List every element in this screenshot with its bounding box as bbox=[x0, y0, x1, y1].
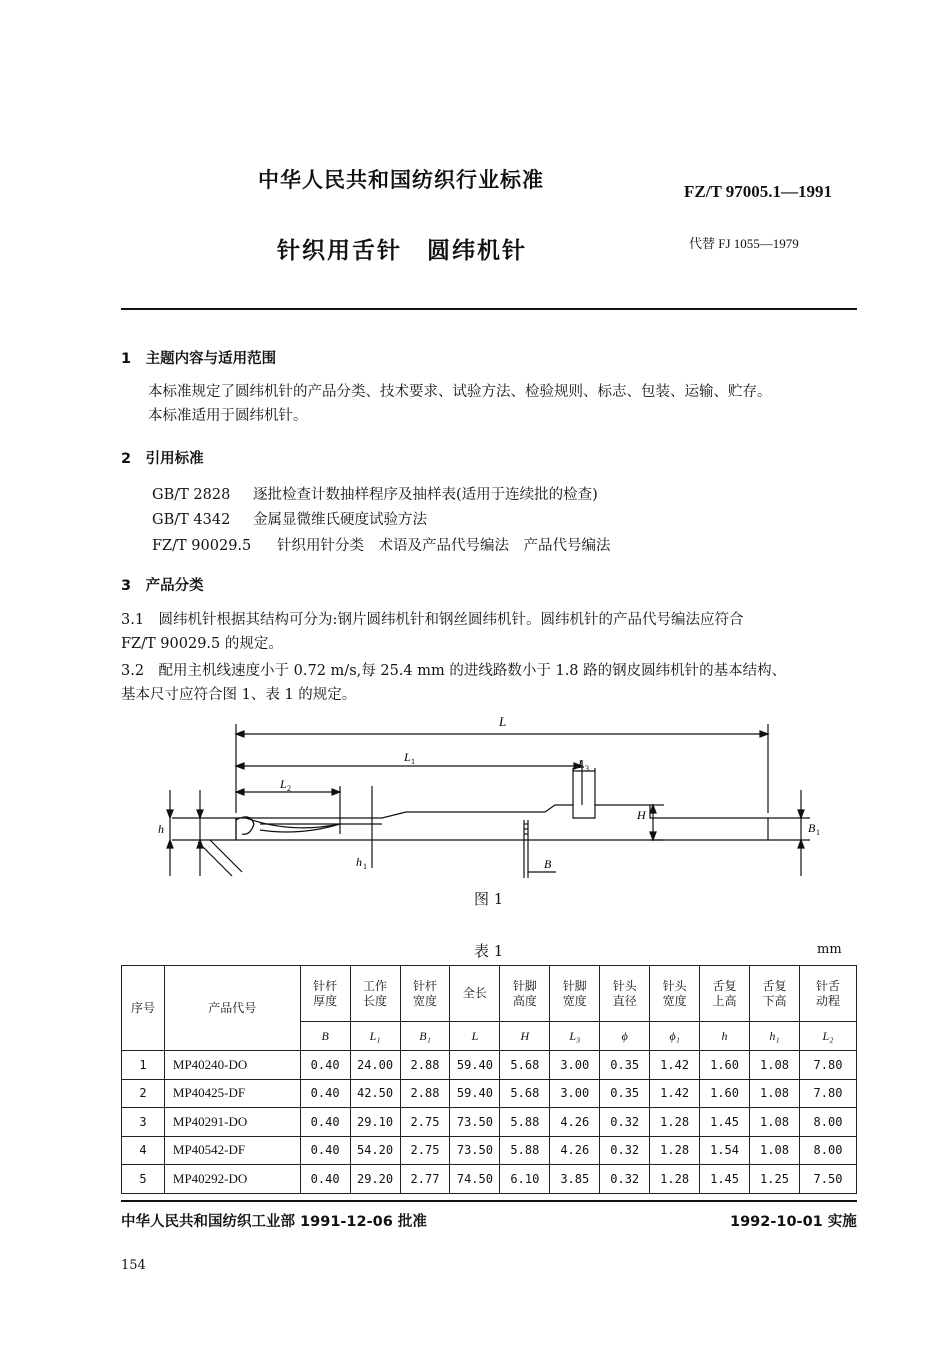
col-header: 针杆 厚度 bbox=[300, 966, 350, 1022]
table-cell: 0.40 bbox=[300, 1051, 350, 1080]
table-cell: 1 bbox=[122, 1051, 165, 1080]
col-symbol: ϕ₁ bbox=[650, 1022, 700, 1051]
col-symbol: h bbox=[700, 1022, 750, 1051]
table-cell: 5.88 bbox=[500, 1108, 550, 1137]
standard-org: 中华人民共和国纺织行业标准 bbox=[258, 168, 544, 192]
approval-note: 中华人民共和国纺织工业部 1991-12-06 批准 bbox=[121, 1214, 427, 1230]
fig-label-h: h bbox=[158, 822, 164, 836]
table-cell: 4.26 bbox=[550, 1136, 600, 1165]
table-cell: 4.26 bbox=[550, 1108, 600, 1137]
col-seq-header: 序号 bbox=[122, 966, 165, 1051]
table-cell: 7.80 bbox=[799, 1079, 856, 1108]
section-2-heading: 2 引用标准 bbox=[121, 451, 204, 467]
figure-caption: 图 1 bbox=[474, 890, 504, 908]
section-3-2-line1: 3.2 配用主机线速度小于 0.72 m/s,每 25.4 mm 的进线路数小于 1.8 路的钢皮圆纬机针的基本结构、 bbox=[121, 663, 787, 679]
table-cell: MP40240-DO bbox=[164, 1051, 300, 1080]
table-cell: 1.25 bbox=[750, 1165, 800, 1194]
table-cell: 1.45 bbox=[700, 1108, 750, 1137]
table-cell: 6.10 bbox=[500, 1165, 550, 1194]
col-symbol: B₁ bbox=[400, 1022, 450, 1051]
table-cell: 3.00 bbox=[550, 1079, 600, 1108]
col-symbol: h₁ bbox=[750, 1022, 800, 1051]
table-cell: 3.85 bbox=[550, 1165, 600, 1194]
needle-figure bbox=[150, 708, 830, 888]
table-cell: 29.20 bbox=[350, 1165, 400, 1194]
page-number: 154 bbox=[121, 1258, 146, 1273]
table-cell: 0.35 bbox=[600, 1079, 650, 1108]
table-cell: 1.08 bbox=[750, 1079, 800, 1108]
table-unit: mm bbox=[817, 942, 842, 957]
fig-label-L2: L bbox=[280, 777, 287, 791]
table-row bbox=[122, 1079, 857, 1108]
table-cell: 1.42 bbox=[650, 1079, 700, 1108]
ref-title-1: 逐批检查计数抽样程序及抽样表(适用于连续批的检查) bbox=[253, 487, 598, 503]
fig-label-L1: L bbox=[404, 750, 411, 764]
footer-rule bbox=[121, 1200, 857, 1202]
table-cell: 2.75 bbox=[400, 1136, 450, 1165]
section-3-heading: 3 产品分类 bbox=[121, 578, 204, 594]
fig-label-B1-sub: 1 bbox=[816, 828, 820, 837]
fig-label-B: B bbox=[544, 857, 552, 871]
table-cell: 0.32 bbox=[600, 1108, 650, 1137]
effective-date: 1992-10-01 实施 bbox=[730, 1214, 857, 1230]
table-cell: MP40542-DF bbox=[164, 1136, 300, 1165]
table-cell: MP40292-DO bbox=[164, 1165, 300, 1194]
col-header: 工作 长度 bbox=[350, 966, 400, 1022]
col-header: 针杆 宽度 bbox=[400, 966, 450, 1022]
col-symbol: L₃ bbox=[550, 1022, 600, 1051]
fig-label-h1-sub: 1 bbox=[363, 862, 367, 871]
ref-code-2: GB/T 4342 bbox=[152, 512, 231, 528]
table-cell: 0.32 bbox=[600, 1165, 650, 1194]
table-cell: 59.40 bbox=[450, 1051, 500, 1080]
table-cell: 42.50 bbox=[350, 1079, 400, 1108]
table-cell: 0.40 bbox=[300, 1108, 350, 1137]
table-cell: 4 bbox=[122, 1136, 165, 1165]
table-cell: 1.08 bbox=[750, 1051, 800, 1080]
section-3-2-line2: 基本尺寸应符合图 1、表 1 的规定。 bbox=[121, 687, 357, 703]
standard-code: FZ/T 97005.1—1991 bbox=[684, 182, 832, 201]
table-cell: 1.08 bbox=[750, 1108, 800, 1137]
col-header: 针脚 宽度 bbox=[550, 966, 600, 1022]
table-cell: 8.00 bbox=[799, 1108, 856, 1137]
col-header: 针头 直径 bbox=[600, 966, 650, 1022]
table-cell: 2.75 bbox=[400, 1108, 450, 1137]
fig-label-L3: L bbox=[578, 757, 585, 771]
table-cell: 1.60 bbox=[700, 1079, 750, 1108]
fig-label-h1: h bbox=[356, 855, 362, 869]
fig-label-L1-sub: 1 bbox=[411, 757, 415, 766]
col-symbol: H bbox=[500, 1022, 550, 1051]
fig-label-L3-sub: 3 bbox=[585, 764, 589, 773]
section-1-heading: 1 主题内容与适用范围 bbox=[121, 351, 277, 367]
table-cell: 1.45 bbox=[700, 1165, 750, 1194]
table-cell: 5.68 bbox=[500, 1051, 550, 1080]
table-cell: 0.40 bbox=[300, 1079, 350, 1108]
fig-label-B1: B bbox=[808, 821, 816, 835]
table-cell: 1.28 bbox=[650, 1136, 700, 1165]
replaces-note: 代替 FJ 1055—1979 bbox=[689, 236, 799, 251]
table-cell: MP40425-DF bbox=[164, 1079, 300, 1108]
table-cell: 54.20 bbox=[350, 1136, 400, 1165]
table-cell: 73.50 bbox=[450, 1136, 500, 1165]
ref-code-1: GB/T 2828 bbox=[152, 487, 231, 503]
table-row bbox=[122, 1108, 857, 1137]
table-cell: MP40291-DO bbox=[164, 1108, 300, 1137]
ref-title-3: 针织用针分类 术语及产品代号编法 产品代号编法 bbox=[277, 538, 611, 554]
table-cell: 8.00 bbox=[799, 1136, 856, 1165]
table-cell: 3.00 bbox=[550, 1051, 600, 1080]
table-cell: 73.50 bbox=[450, 1108, 500, 1137]
col-header: 针脚 高度 bbox=[500, 966, 550, 1022]
table-cell: 0.32 bbox=[600, 1136, 650, 1165]
fig-label-L: L bbox=[499, 714, 507, 729]
table-cell: 1.28 bbox=[650, 1108, 700, 1137]
table-title: 表 1 bbox=[474, 942, 504, 960]
ref-code-3: FZ/T 90029.5 bbox=[152, 538, 252, 554]
spec-table bbox=[121, 965, 857, 1194]
fig-label-L2-sub: 2 bbox=[287, 784, 291, 793]
table-cell: 2.88 bbox=[400, 1051, 450, 1080]
table-row bbox=[122, 1136, 857, 1165]
col-symbol: L₂ bbox=[799, 1022, 856, 1051]
table-cell: 1.28 bbox=[650, 1165, 700, 1194]
table-cell: 7.80 bbox=[799, 1051, 856, 1080]
table-cell: 1.54 bbox=[700, 1136, 750, 1165]
section-3-1-line1: 3.1 圆纬机针根据其结构可分为:钢片圆纬机针和钢丝圆纬机针。圆纬机针的产品代号编法应符合 bbox=[121, 612, 744, 628]
table-cell: 2.77 bbox=[400, 1165, 450, 1194]
col-symbol: B bbox=[300, 1022, 350, 1051]
section-1-p1: 本标准规定了圆纬机针的产品分类、技术要求、试验方法、检验规则、标志、包装、运输、贮存。 bbox=[148, 384, 772, 400]
table-cell: 59.40 bbox=[450, 1079, 500, 1108]
col-header: 舌复 上高 bbox=[700, 966, 750, 1022]
table-cell: 1.42 bbox=[650, 1051, 700, 1080]
table-cell: 5 bbox=[122, 1165, 165, 1194]
table-cell: 24.00 bbox=[350, 1051, 400, 1080]
page-title: 针织用舌针 圆纬机针 bbox=[277, 238, 527, 264]
col-symbol: L₁ bbox=[350, 1022, 400, 1051]
col-header: 舌复 下高 bbox=[750, 966, 800, 1022]
table-cell: 1.60 bbox=[700, 1051, 750, 1080]
table-cell: 2 bbox=[122, 1079, 165, 1108]
section-1-p2: 本标准适用于圆纬机针。 bbox=[148, 408, 308, 424]
col-symbol: ϕ bbox=[600, 1022, 650, 1051]
col-header: 针头 宽度 bbox=[650, 966, 700, 1022]
table-cell: 7.50 bbox=[799, 1165, 856, 1194]
col-header: 全长 bbox=[450, 966, 500, 1022]
table-cell: 3 bbox=[122, 1108, 165, 1137]
table-row bbox=[122, 1051, 857, 1080]
section-3-1-line2: FZ/T 90029.5 的规定。 bbox=[121, 636, 283, 652]
table-cell: 0.35 bbox=[600, 1051, 650, 1080]
table-cell: 0.40 bbox=[300, 1136, 350, 1165]
table-row bbox=[122, 1165, 857, 1194]
fig-label-H: H bbox=[637, 808, 646, 822]
table-cell: 2.88 bbox=[400, 1079, 450, 1108]
table-cell: 5.68 bbox=[500, 1079, 550, 1108]
ref-title-2: 金属显微维氏硬度试验方法 bbox=[253, 512, 427, 528]
header-rule bbox=[121, 308, 857, 310]
table-cell: 0.40 bbox=[300, 1165, 350, 1194]
col-symbol: L bbox=[450, 1022, 500, 1051]
col-code-header: 产品代号 bbox=[164, 966, 300, 1051]
table-cell: 74.50 bbox=[450, 1165, 500, 1194]
col-header: 针舌 动程 bbox=[799, 966, 856, 1022]
table-cell: 29.10 bbox=[350, 1108, 400, 1137]
table-cell: 5.88 bbox=[500, 1136, 550, 1165]
table-cell: 1.08 bbox=[750, 1136, 800, 1165]
